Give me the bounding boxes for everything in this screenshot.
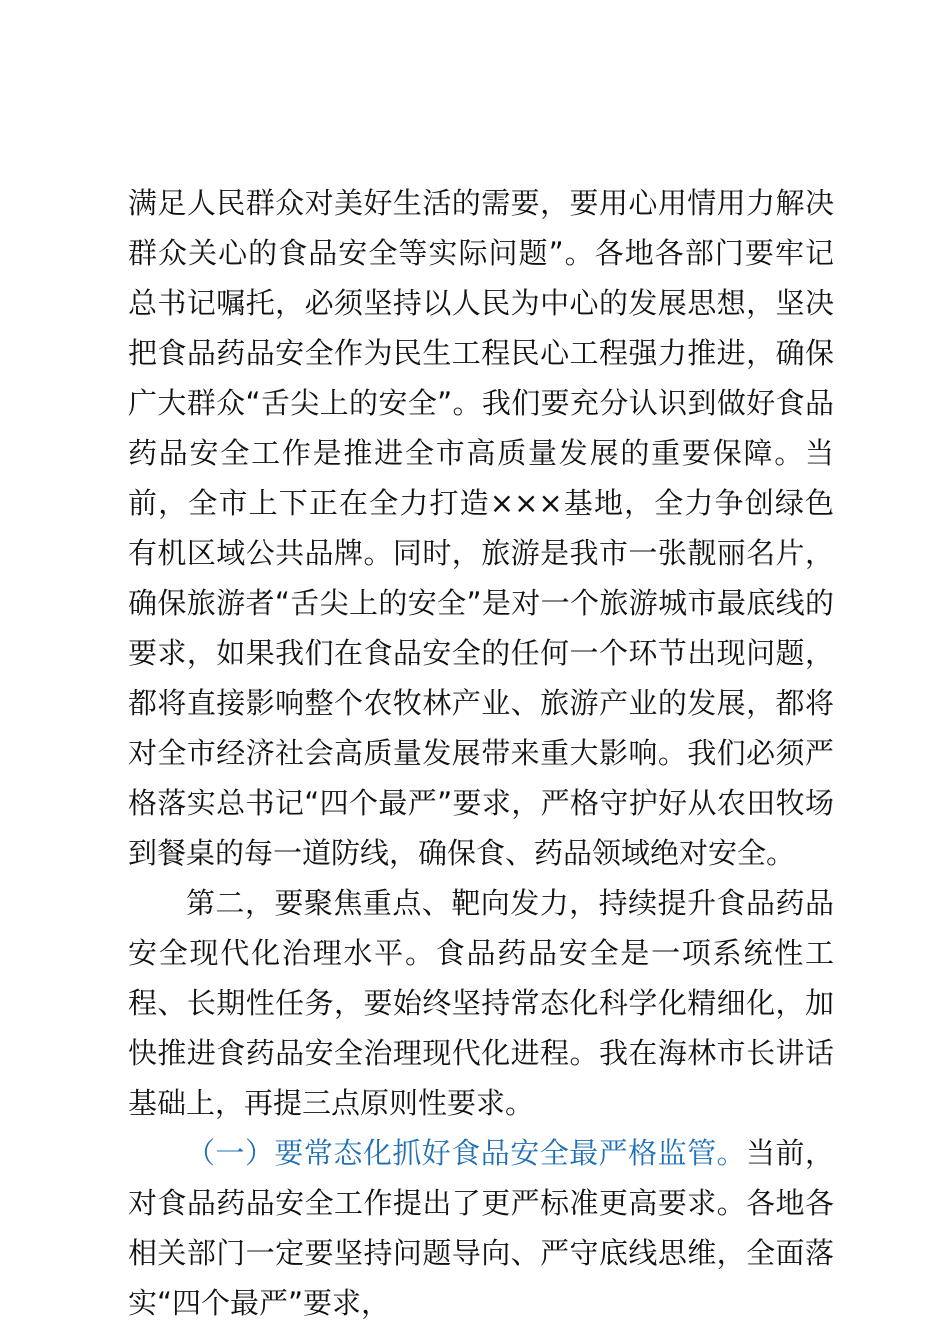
paragraph-text: 第二，要聚焦重点、靶向发力，持续提升食品药品安全现代化治理水平。食品药品安全是一项系统性工程、长期性任务，要始终坚持常态化科学化精细化，加快推进食药品安全治理现代化进程。我在海林市长讲话基础上，再提三点原则性要求。 <box>128 886 834 1120</box>
section-heading: （一）要常态化抓好食品安全最严格监管。 <box>186 1136 747 1170</box>
paragraph-first-subpoint <box>128 1128 834 1328</box>
paragraph-text: 当前，对食品药品安全工作提出了更严标准更高要求。各地各相关部门一定要坚持问题导向、严守底线思维，全面落实“四个最严”要求， <box>128 1136 834 1320</box>
paragraph-second-point <box>128 878 834 1128</box>
paragraph-food-safety-importance <box>128 178 834 878</box>
document-body <box>128 178 834 1328</box>
paragraph-text: 满足人民群众对美好生活的需要，要用心用情用力解决群众关心的食品安全等实际问题”。各地各部门要牢记总书记嘱托，必须坚持以人民为中心的发展思想，坚决把食品药品安全作为民生工程民心工程强力推进，确保广大群众“舌尖上的安全”。我们要充分认识到做好食品药品安全工作是推进全市高质量发展的重要保障。当前，全市上下正在全力打造×××基地，全力争创绿色有机区域公共品牌。同时，旅游是我市一张靓丽名片，确保旅游者“舌尖上的安全”是对一个旅游城市最底线的要求，如果我们在食品安全的任何一个环节出现问题，都将直接影响整个农牧林产业、旅游产业的发展，都将对全市经济社会高质量发展带来重大影响。我们必须严格落实总书记“四个最严”要求，严格守护好从农田牧场到餐桌的每一道防线，确保食、药品领域绝对安全。 <box>128 186 834 870</box>
